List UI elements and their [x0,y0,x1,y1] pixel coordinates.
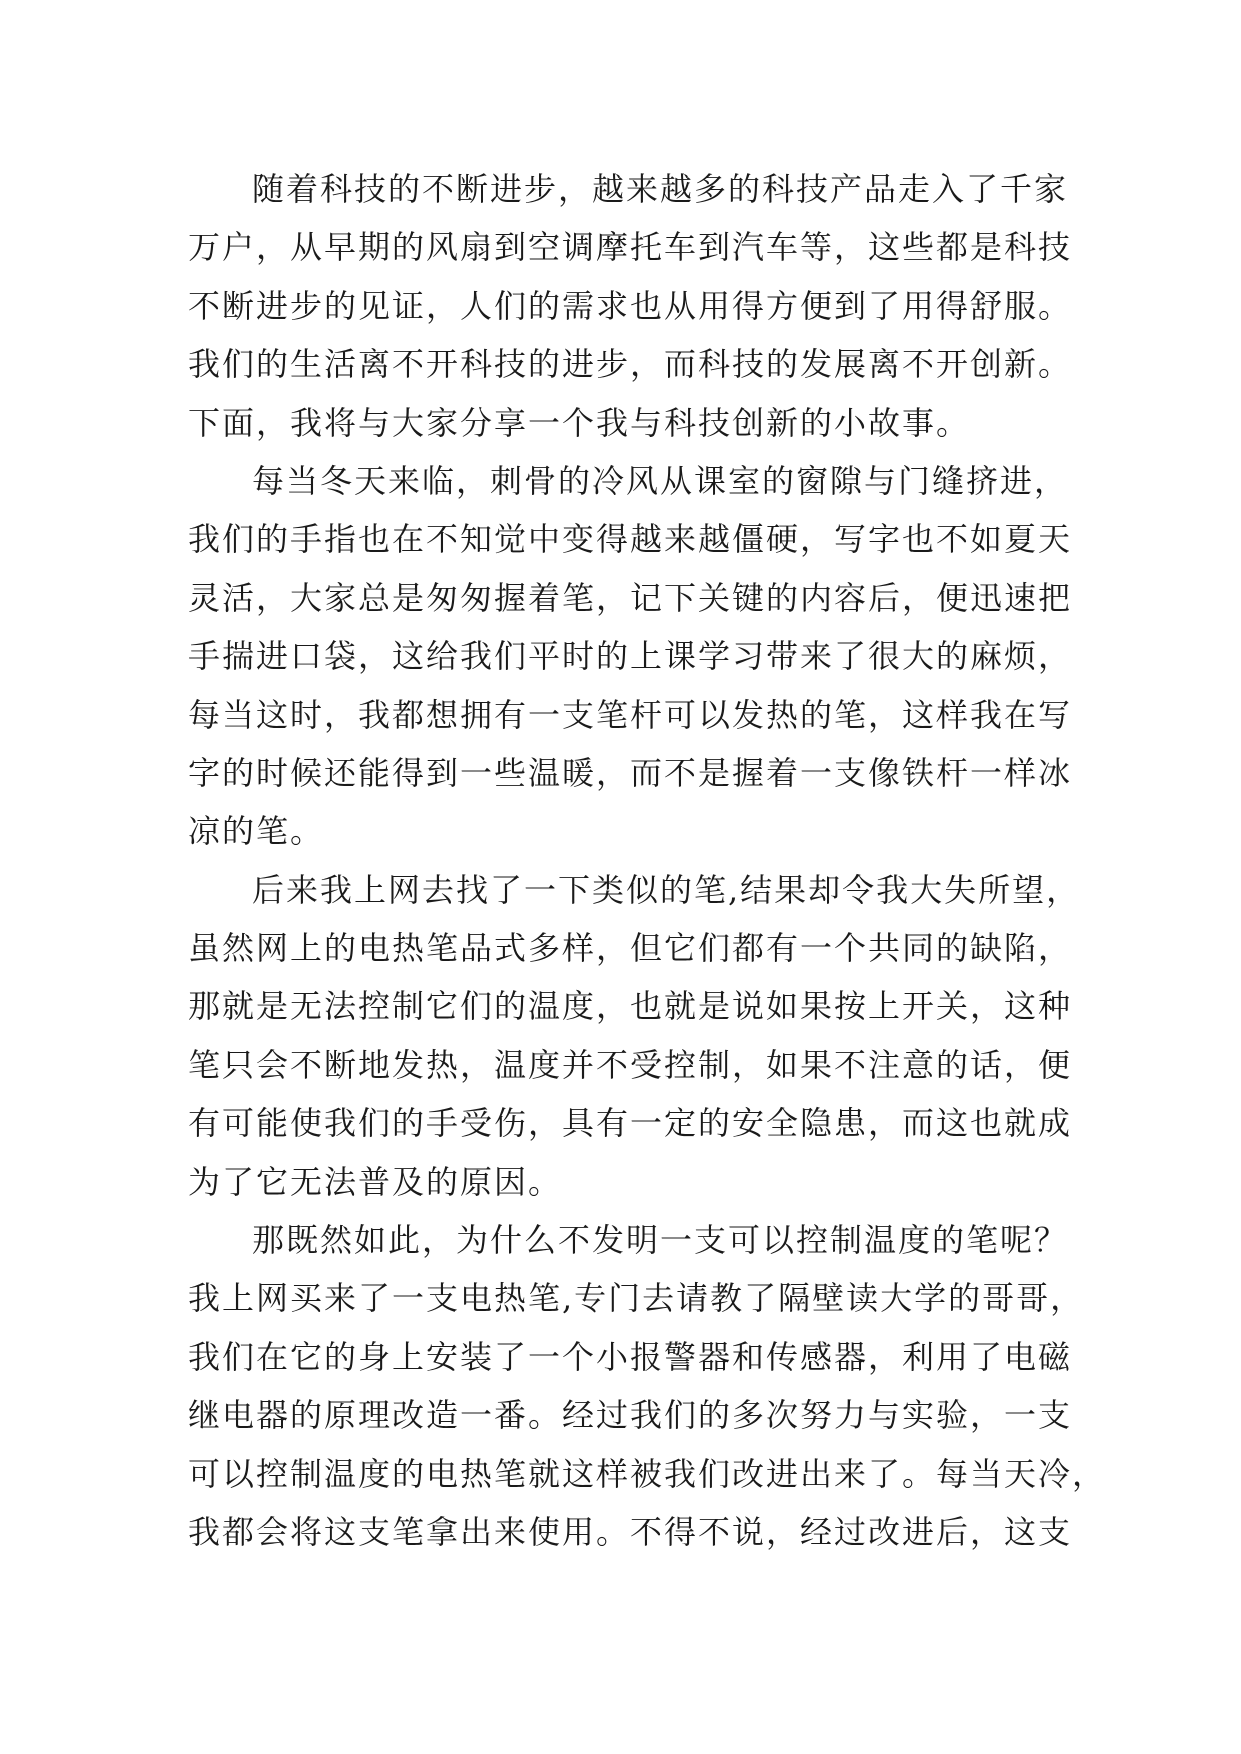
text-line: 继电器的原理改造一番。经过我们的多次努力与实验，一支 [188,1396,1073,1435]
text-line: 我上网买来了一支电热笔,专门去请教了隔壁读大学的哥哥， [188,1279,1085,1318]
text-line: 我们在它的身上安装了一个小报警器和传感器，利用了电磁 [188,1337,1073,1376]
text-line: 有可能使我们的手受伤，具有一定的安全隐患，而这也就成 [188,1104,1073,1143]
text-line: 每当冬天来临，刺骨的冷风从课室的窗隙与门缝挤进， [252,461,1069,500]
text-line: 我们的手指也在不知觉中变得越来越僵硬，写字也不如夏天 [188,520,1073,559]
document-body [188,160,1107,1561]
paragraph-2 [188,452,1073,861]
text-line: 可以控制温度的电热笔就这样被我们改进出来了。每当天冷， [188,1454,1107,1493]
text-line: 我们的生活离不开科技的进步，而科技的发展离不开创新。 [188,345,1073,384]
text-line: 后来我上网去找了一下类似的笔,结果却令我大失所望， [252,870,1081,909]
text-line: 每当这时，我都想拥有一支笔杆可以发热的笔，这样我在写 [188,695,1073,734]
text-line: 万户，从早期的风扇到空调摩托车到汽车等，这些都是科技 [188,228,1073,267]
paragraph-1 [188,160,1073,452]
text-line: 那既然如此，为什么不发明一支可以控制温度的笔呢？ [252,1221,1069,1260]
text-line: 下面，我将与大家分享一个我与科技创新的小故事。 [188,403,971,442]
paragraph-3 [188,861,1081,1211]
text-line: 笔只会不断地发热，温度并不受控制，如果不注意的话，便 [188,1045,1073,1084]
text-line: 不断进步的见证，人们的需求也从用得方便到了用得舒服。 [188,286,1073,325]
text-line: 我都会将这支笔拿出来使用。不得不说，经过改进后，这支 [188,1512,1073,1551]
paragraph-4 [188,1211,1107,1561]
text-line: 为了它无法普及的原因。 [188,1162,563,1201]
text-line: 手揣进口袋，这给我们平时的上课学习带来了很大的麻烦， [188,637,1073,676]
text-line: 那就是无法控制它们的温度，也就是说如果按上开关，这种 [188,987,1073,1026]
text-line: 虽然网上的电热笔品式多样，但它们都有一个共同的缺陷， [188,929,1073,968]
text-line: 随着科技的不断进步，越来越多的科技产品走入了千家 [252,170,1069,208]
text-line: 凉的笔。 [188,812,325,851]
text-line: 灵活，大家总是匆匆握着笔，记下关键的内容后，便迅速把 [188,578,1073,617]
text-line: 字的时候还能得到一些温暖，而不是握着一支像铁杆一样冰 [188,753,1073,792]
